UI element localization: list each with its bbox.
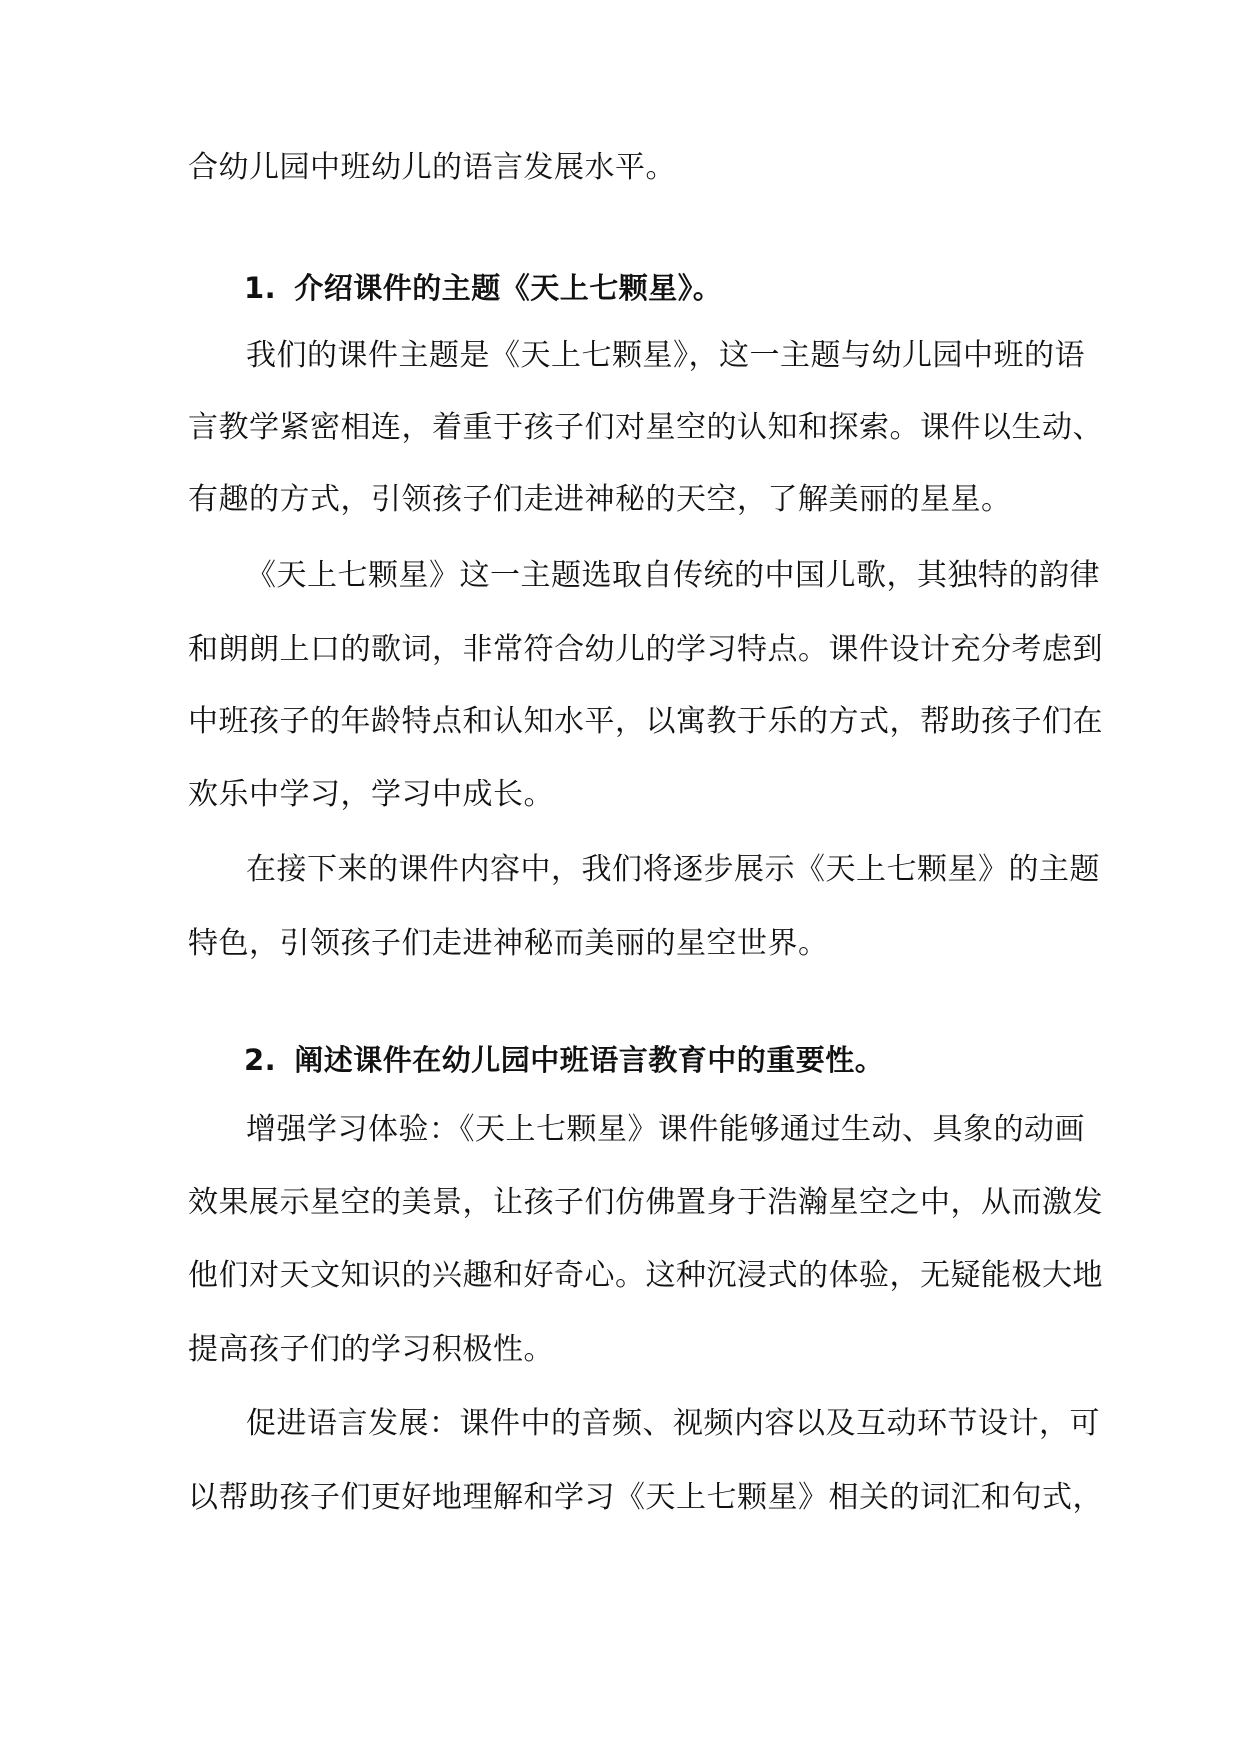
paragraph-line: 中班孩子的年龄特点和认知水平，以寓教于乐的方式，帮助孩子们在: [188, 704, 1103, 739]
paragraph-line: 提高孩子们的学习积极性。: [188, 1332, 554, 1367]
paragraph-line: 特色，引领孩子们走进神秘而美丽的星空世界。: [188, 926, 829, 961]
section-number: 2.: [244, 1043, 277, 1077]
paragraph-line: 欢乐中学习，学习中成长。: [188, 777, 554, 812]
paragraph-line: 增强学习体验：《天上七颗星》课件能够通过生动、具象的动画: [246, 1112, 1085, 1147]
paragraph-line: 和朗朗上口的歌词，非常符合幼儿的学习特点。课件设计充分考虑到: [188, 632, 1103, 667]
section-heading-1: [244, 268, 722, 308]
section-heading-2: [244, 1040, 884, 1080]
paragraph-line: 《天上七颗星》这一主题选取自传统的中国儿歌，其独特的韵律: [246, 558, 1100, 593]
section-title: 介绍课件的主题《天上七颗星》。: [294, 271, 723, 305]
paragraph-line: 他们对天文知识的兴趣和好奇心。这种沉浸式的体验，无疑能极大地: [188, 1258, 1103, 1293]
paragraph-line: 合幼儿园中班幼儿的语言发展水平。: [188, 150, 676, 185]
paragraph-line: 有趣的方式，引领孩子们走进神秘的天空，了解美丽的星星。: [188, 482, 1012, 517]
paragraph-line: 在接下来的课件内容中，我们将逐步展示《天上七颗星》的主题: [246, 852, 1100, 887]
paragraph-line: 以帮助孩子们更好地理解和学习《天上七颗星》相关的词汇和句式，: [188, 1480, 1103, 1515]
paragraph-line: 效果展示星空的美景，让孩子们仿佛置身于浩瀚星空之中，从而激发: [188, 1185, 1103, 1220]
paragraph-line: 促进语言发展：课件中的音频、视频内容以及互动环节设计，可: [246, 1406, 1100, 1441]
paragraph-line: 言教学紧密相连，着重于孩子们对星空的认知和探索。课件以生动、: [188, 410, 1103, 445]
section-title: 阐述课件在幼儿园中班语言教育中的重要性。: [294, 1043, 885, 1077]
paragraph-line: 我们的课件主题是《天上七颗星》，这一主题与幼儿园中班的语: [246, 338, 1085, 373]
section-number: 1.: [244, 271, 277, 305]
